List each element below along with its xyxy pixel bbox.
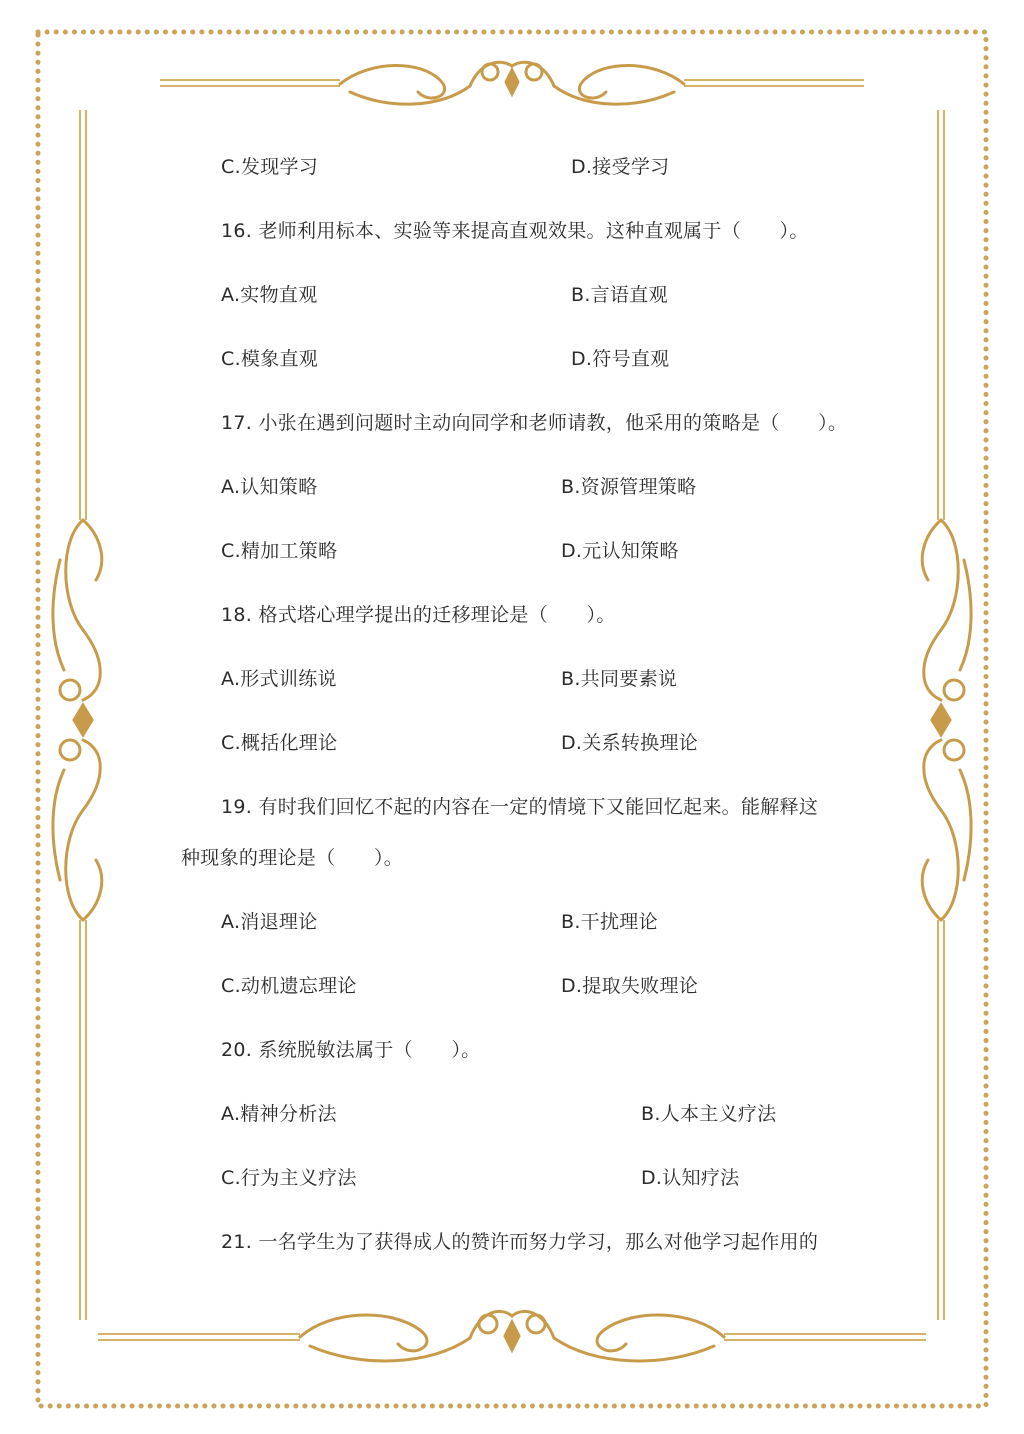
q19-option-c: C.动机遗忘理论	[221, 975, 357, 997]
q15-option-d: D.接受学习	[571, 156, 670, 178]
q16-option-b: B.言语直观	[571, 284, 668, 306]
q18-option-a: A.形式训练说	[221, 668, 337, 690]
q18-stem: 18. 格式塔心理学提出的迁移理论是（ ）。	[221, 604, 616, 626]
q16-option-a: A.实物直观	[221, 284, 318, 306]
q20-option-b: B.人本主义疗法	[641, 1103, 777, 1125]
q17-option-a: A.认知策略	[221, 476, 318, 498]
q18-option-c: C.概括化理论	[221, 732, 338, 754]
q21-stem-line1: 21. 一名学生为了获得成人的赞许而努力学习，那么对他学习起作用的	[221, 1231, 819, 1253]
q17-stem: 17. 小张在遇到问题时主动向同学和老师请教，他采用的策略是（ ）。	[221, 412, 848, 434]
q16-option-c: C.模象直观	[221, 348, 319, 370]
q17-option-d: D.元认知策略	[561, 540, 679, 562]
q20-stem: 20. 系统脱敏法属于（ ）。	[221, 1039, 481, 1061]
q16-stem: 16. 老师利用标本、实验等来提高直观效果。这种直观属于（ ）。	[221, 220, 809, 242]
q17-option-c: C.精加工策略	[221, 540, 338, 562]
q19-option-d: D.提取失败理论	[561, 975, 699, 997]
q18-option-b: B.共同要素说	[561, 668, 678, 690]
q19-option-a: A.消退理论	[221, 911, 318, 933]
q19-stem-line2: 种现象的理论是（ ）。	[181, 847, 404, 869]
q15-option-c: C.发现学习	[221, 156, 319, 178]
q19-stem-line1: 19. 有时我们回忆不起的内容在一定的情境下又能回忆起来。能解释这	[221, 796, 819, 818]
q17-option-b: B.资源管理策略	[561, 476, 697, 498]
q18-option-d: D.关系转换理论	[561, 732, 699, 754]
q20-option-d: D.认知疗法	[641, 1167, 740, 1189]
q16-option-d: D.符号直观	[571, 348, 670, 370]
q20-option-c: C.行为主义疗法	[221, 1167, 357, 1189]
q20-option-a: A.精神分析法	[221, 1103, 337, 1125]
q19-option-b: B.干扰理论	[561, 911, 658, 933]
